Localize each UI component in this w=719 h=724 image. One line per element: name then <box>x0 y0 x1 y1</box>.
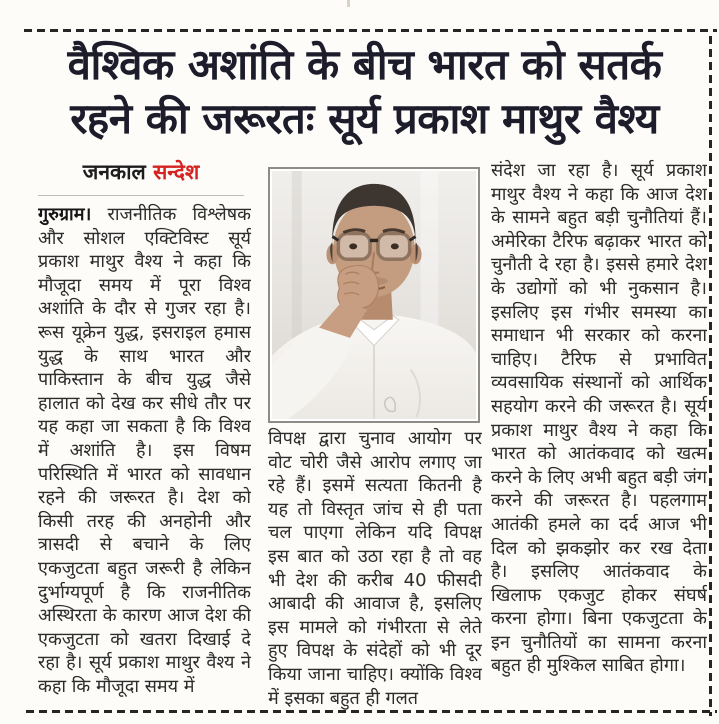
registration-tick <box>347 0 350 7</box>
clipping-border-top <box>24 29 717 32</box>
byline-publication-part1: जनकाल <box>82 160 146 184</box>
headline-line-1: वैश्विक अशांति के बीच भारत को सतर्क <box>67 40 662 89</box>
article-column-2 <box>268 427 482 711</box>
byline <box>38 157 244 187</box>
byline-publication-part2: सन्देश <box>153 160 200 184</box>
article-photo <box>268 167 480 423</box>
column-3-text: संदेश जा रहा है। सूर्य प्रकाश माथुर वैश्य ने कहा कि आज देश के सामने बहुत बड़ी चुनौतियां हैं। अमेरिका टैरिफ बढ़ाकर भारत को चुनौती दे रहा है। इससे हमारे देश के उद्योगों को भी नुकसान है। इसलिए इस गंभीर समस्या का समाधान भी सरकार को करना चाहिए। टैरिफ से प्रभावित व्यवसायिक संस्थानों को आर्थिक सहयोग करने की जरूरत है। सूर्य प्रकाश माथुर वैश्य ने कहा कि भारत को आतंकवाद को खत्म करने के लिए अभी बहुत बड़ी जंग करने की जरूरत है। पहलगाम आतंकी हमले का दर्द आज भी दिल को झकझोर कर रख देता है। इसलिए आतंकवाद के खिलाफ एकजुट होकर संघर्ष करना होगा। बिना एकजुटता के इन चुनौतियों का सामना करना बहुत ही मुश्किल साबित होगा। <box>491 160 707 677</box>
headline-line-2: रहने की जरूरतः सूर्य प्रकाश माथुर वैश्य <box>70 94 659 143</box>
article-paragraph-3 <box>491 159 707 678</box>
dateline: गुरुग्राम। <box>38 204 92 225</box>
column-1-text: राजनीतिक विश्लेषक और सोशल एक्टिविस्ट सूर्य प्रकाश माथुर वैश्य ने कहा कि मौजूदा समय में पूरा विश्व अशांति के दौर से गुजर रहा है। रूस यूक्रेन युद्ध, इसराइल हमास युद्ध के साथ भारत और पाकिस्तान के बीच युद्ध जैसे हालात को देख कर सीधे तौर पर यह कहा जा सकता है कि विश्व में अशांति है। इस विषम परिस्थिति में भारत को सावधान रहने की जरूरत है। देश को किसी तरह की अनहोनी और त्रासदी से बचाने के लिए एकजुटता बहुत जरूरी है लेकिन दुर्भाग्यपूर्ण है कि राजनीतिक अस्थिरता के कारण आज देश की एकजुटता को खतरा दिखाई दे रहा है। सूर्य प्रकाश माथुर वैश्य ने कहा कि मौजूदा समय में <box>38 204 251 697</box>
article-column-1 <box>38 203 251 711</box>
byline-divider-rule <box>38 195 244 196</box>
clipping-border-right <box>709 36 712 716</box>
column-2-text: विपक्ष द्वारा चुनाव आयोग पर वोट चोरी जैसे आरोप लगाए जा रहे हैं। इसमें सत्यता कितनी है यह तो विस्तृत जांच से ही पता चल पाएगा लेकिन यदि विपक्ष इस बात को उठा रहा है तो वह भी देश की करीब 40 फीसदी आबादी की आवाज है, इसलिए इस मामले को गंभीरता से लेते हुए विपक्ष के संदेहों को भी दूर किया जाना चाहिए। क्योंकि विश्व में इसका बहुत ही गलत <box>268 428 482 709</box>
portrait-photo-image <box>272 171 476 419</box>
article-headline <box>26 38 703 146</box>
article-paragraph-2 <box>268 427 482 710</box>
article-paragraph-1 <box>38 203 251 698</box>
article-column-3 <box>491 159 707 711</box>
